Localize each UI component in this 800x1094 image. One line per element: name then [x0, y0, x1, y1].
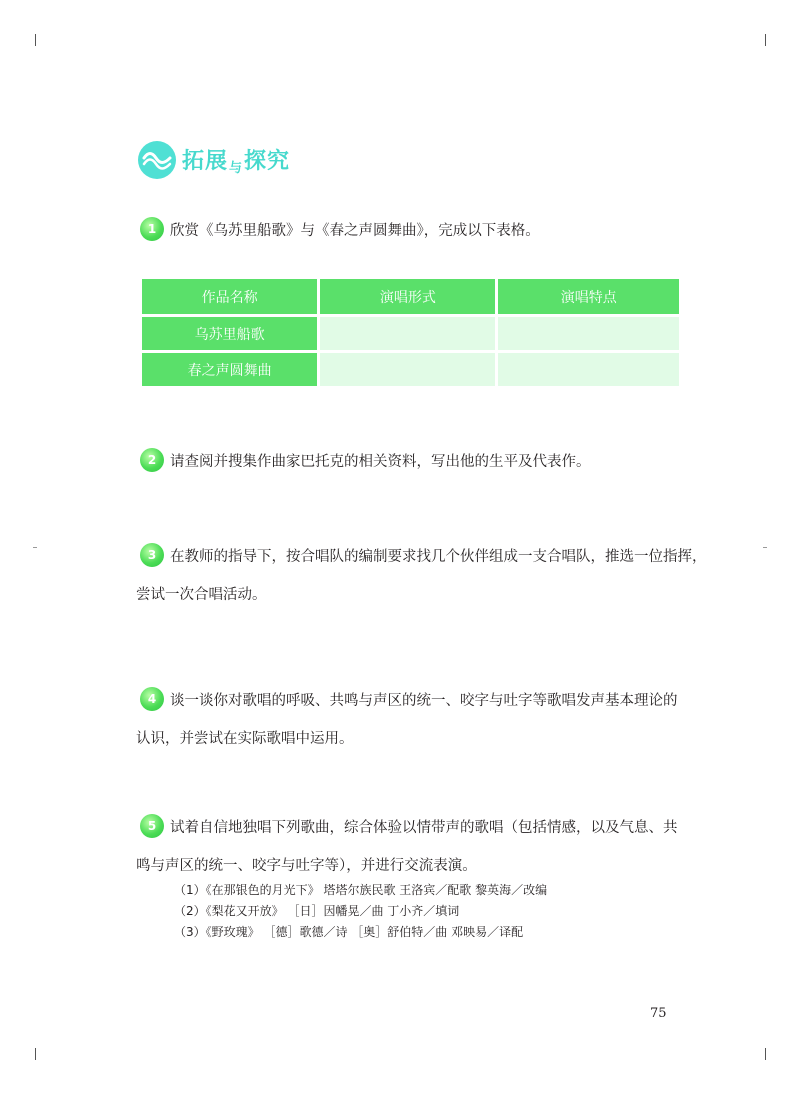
question-text-line2: 尝试一次合唱活动。: [136, 587, 267, 603]
question-text: 欣赏《乌苏里船歌》与《春之声圆舞曲》，完成以下表格。: [170, 223, 540, 239]
song-list: [174, 880, 547, 943]
page-number: 75: [650, 1006, 667, 1021]
question-number-badge: 5: [140, 814, 164, 838]
crop-mark: [35, 34, 36, 46]
section-heading: [138, 140, 290, 180]
crop-mark: [763, 547, 767, 548]
work-name-cell: 春之声圆舞曲: [142, 353, 317, 386]
table-row: [142, 353, 679, 386]
answer-cell-form[interactable]: [320, 353, 495, 386]
list-item: （3）《野玫瑰》 ［德］歌德／诗 ［奥］舒伯特／曲 邓映易／译配: [174, 925, 524, 939]
answer-cell-features[interactable]: [498, 353, 679, 386]
question-text: 请查阅并搜集作曲家巴托克的相关资料，写出他的生平及代表作。: [170, 454, 591, 470]
work-name-cell: 乌苏里船歌: [142, 317, 317, 350]
header-singing-form: 演唱形式: [320, 279, 495, 314]
works-table: [139, 276, 682, 389]
question-5: [136, 809, 680, 885]
question-text-line1: 在教师的指导下，按合唱队的编制要求找几个伙伴组成一支合唱队，推选一位指挥，: [170, 549, 707, 565]
question-number-badge: 1: [140, 217, 164, 241]
crop-mark: [765, 1048, 766, 1060]
question-text-line2: 鸣与声区的统一、咬字与吐字等），并进行交流表演。: [136, 858, 477, 874]
question-text-line2: 认识，并尝试在实际歌唱中运用。: [136, 731, 354, 747]
question-3: [136, 538, 707, 614]
table-row: [142, 317, 679, 350]
answer-cell-features[interactable]: [498, 317, 679, 350]
question-text-line1: 谈一谈你对歌唱的呼吸、共鸣与声区的统一、咬字与吐字等歌唱发声基本理论的: [170, 693, 678, 709]
wave-icon: [138, 141, 176, 179]
header-singing-features: 演唱特点: [498, 279, 679, 314]
section-title: 拓展与探究: [182, 149, 291, 176]
table-header-row: [142, 279, 679, 314]
header-work-name: 作品名称: [142, 279, 317, 314]
question-number-badge: 2: [140, 448, 164, 472]
question-2: [140, 443, 680, 481]
question-text-line1: 试着自信地独唱下列歌曲，综合体验以情带声的歌唱（包括情感，以及气息、共: [170, 820, 678, 836]
list-item: （1）《在那银色的月光下》 塔塔尔族民歌 王洛宾／配歌 黎英海／改编: [174, 883, 548, 897]
crop-mark: [35, 1048, 36, 1060]
question-1: [140, 212, 680, 250]
question-number-badge: 3: [140, 543, 164, 567]
crop-mark: [33, 547, 37, 548]
question-number-badge: 4: [140, 687, 164, 711]
answer-cell-form[interactable]: [320, 317, 495, 350]
list-item: （2）《梨花又开放》 ［日］因幡晃／曲 丁小齐／填词: [174, 904, 460, 918]
question-4: [136, 682, 680, 758]
crop-mark: [765, 34, 766, 46]
